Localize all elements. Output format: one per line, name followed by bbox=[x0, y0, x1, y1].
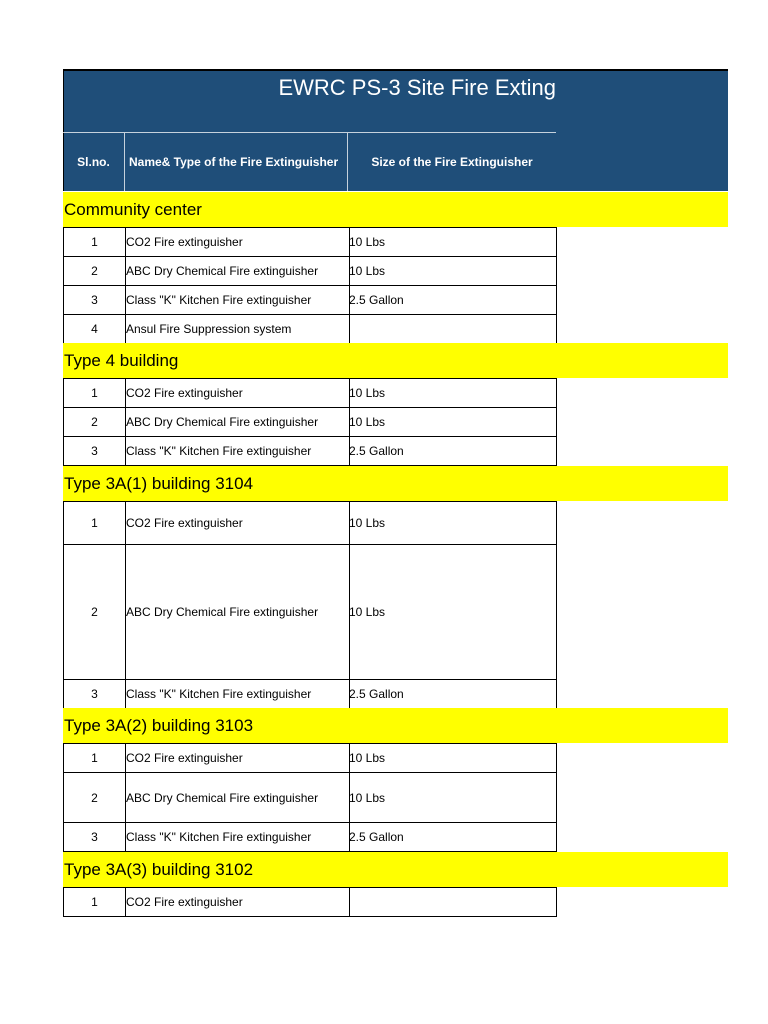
extinguisher-size-cell: 10 Lbs bbox=[349, 264, 386, 278]
serial-number-cell: 1 bbox=[64, 379, 126, 407]
extinguisher-size-cell: 10 Lbs bbox=[349, 751, 386, 765]
extinguisher-type-cell: Class "K" Kitchen Fire extinguisher bbox=[125, 437, 350, 465]
extinguisher-type-cell: ABC Dry Chemical Fire extinguisher bbox=[125, 545, 350, 679]
column-header-size: Size of the Fire Extinguisher bbox=[371, 155, 533, 169]
table-row bbox=[63, 501, 557, 545]
column-header-slno: Sl.no. bbox=[77, 155, 110, 169]
table-row bbox=[63, 545, 557, 680]
table-row bbox=[63, 743, 557, 773]
extinguisher-type-cell: ABC Dry Chemical Fire extinguisher bbox=[125, 257, 350, 285]
extinguisher-size-cell: 2.5 Gallon bbox=[349, 687, 404, 701]
extinguisher-size-cell: 10 Lbs bbox=[349, 235, 386, 249]
extinguisher-type-cell: Class "K" Kitchen Fire extinguisher bbox=[125, 680, 350, 708]
extinguisher-type-cell: Ansul Fire Suppression system bbox=[125, 315, 350, 343]
serial-number-cell: 2 bbox=[64, 257, 126, 285]
extinguisher-size-cell bbox=[348, 888, 556, 916]
table-row bbox=[63, 286, 557, 315]
serial-number-cell: 3 bbox=[64, 680, 126, 708]
extinguisher-size-cell: 10 Lbs bbox=[349, 516, 386, 530]
extinguisher-type-cell: CO2 Fire extinguisher bbox=[125, 379, 350, 407]
table-row bbox=[63, 257, 557, 286]
extinguisher-size-cell: 2.5 Gallon bbox=[349, 293, 404, 307]
extinguisher-size-cell: 10 Lbs bbox=[349, 415, 386, 429]
extinguisher-type-cell: CO2 Fire extinguisher bbox=[125, 502, 350, 544]
section-heading: Type 3A(1) building 3104 bbox=[63, 466, 728, 501]
table-row bbox=[63, 227, 557, 257]
section-heading: Type 3A(2) building 3103 bbox=[63, 708, 728, 743]
extinguisher-type-cell: Class "K" Kitchen Fire extinguisher bbox=[125, 286, 350, 314]
serial-number-cell: 1 bbox=[64, 228, 126, 256]
extinguisher-size-cell bbox=[348, 315, 556, 343]
table-row bbox=[63, 378, 557, 408]
extinguisher-type-cell: CO2 Fire extinguisher bbox=[125, 744, 350, 772]
extinguisher-type-cell: CO2 Fire extinguisher bbox=[125, 228, 350, 256]
extinguisher-size-cell: 2.5 Gallon bbox=[349, 830, 404, 844]
section-heading: Type 4 building bbox=[63, 343, 728, 378]
serial-number-cell: 3 bbox=[64, 286, 126, 314]
extinguisher-size-cell: 2.5 Gallon bbox=[349, 444, 404, 458]
section-heading: Community center bbox=[63, 192, 728, 227]
serial-number-cell: 2 bbox=[64, 408, 126, 436]
extinguisher-type-cell: Class "K" Kitchen Fire extinguisher bbox=[125, 823, 350, 851]
extinguisher-size-cell: 10 Lbs bbox=[349, 790, 386, 805]
serial-number-cell: 2 bbox=[64, 545, 126, 679]
sheet-title: EWRC PS-3 Site Fire Exting bbox=[278, 75, 556, 100]
extinguisher-size-cell: 10 Lbs bbox=[349, 605, 386, 619]
table-row bbox=[63, 887, 557, 917]
section-heading: Type 3A(3) building 3102 bbox=[63, 852, 728, 887]
column-header-name-type: Name& Type of the Fire Extinguisher bbox=[129, 155, 339, 169]
table-row bbox=[63, 823, 557, 852]
serial-number-cell: 3 bbox=[64, 823, 126, 851]
serial-number-cell: 3 bbox=[64, 437, 126, 465]
extinguisher-type-cell: ABC Dry Chemical Fire extinguisher bbox=[125, 408, 350, 436]
extinguisher-type-cell: CO2 Fire extinguisher bbox=[125, 888, 350, 916]
extinguisher-type-cell: ABC Dry Chemical Fire extinguisher bbox=[125, 773, 350, 822]
serial-number-cell: 4 bbox=[64, 315, 126, 343]
table-row bbox=[63, 773, 557, 823]
table-row bbox=[63, 408, 557, 437]
table-row bbox=[63, 437, 557, 466]
extinguisher-size-cell: 10 Lbs bbox=[349, 386, 386, 400]
serial-number-cell: 1 bbox=[64, 888, 126, 916]
serial-number-cell: 2 bbox=[64, 773, 126, 822]
serial-number-cell: 1 bbox=[64, 502, 126, 544]
table-row bbox=[63, 315, 557, 344]
table-row bbox=[63, 680, 557, 709]
serial-number-cell: 1 bbox=[64, 744, 126, 772]
